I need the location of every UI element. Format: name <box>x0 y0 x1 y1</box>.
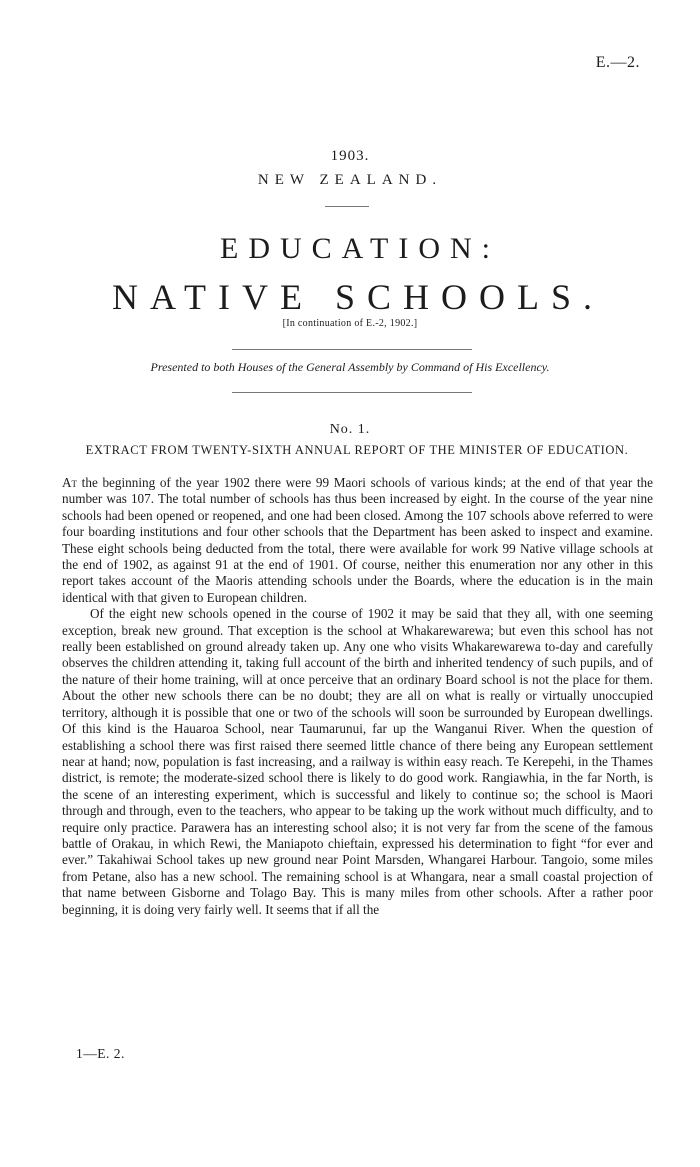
divider-lower <box>232 392 472 393</box>
drop-word: At <box>62 475 78 490</box>
continuation-note: [In continuation of E.-2, 1902.] <box>282 318 418 329</box>
section-heading: EXTRACT FROM TWENTY-SIXTH ANNUAL REPORT OF THE MINISTER OF EDUCATION. <box>85 443 629 457</box>
report-year: 1903. <box>330 148 370 164</box>
divider-short <box>325 206 369 207</box>
page-reference: E.—2. <box>595 54 640 71</box>
country-name: NEW ZEALAND. <box>257 172 443 188</box>
sheet-signature: 1—E. 2. <box>76 1046 125 1061</box>
paragraph-2: Of the eight new schools opened in the course of 1902 it may be said that they all, with one seeming exception, break new ground. That exception is the school at Whakarewarewa; but even this school has not really been established on ground already taken up. Any one who visits Whakarewarewa to-day and carefully observes the children attending it, taking full account of the birth and inherited tendency of such pupils, and of the nature of their home training, will at once perceive that an ordinary Board school is not the place for them. About the other new schools there can be no doubt; they are all on what is really or virtually unoccupied territory, although it is possible that one or two of the schools will soon be surrounded by European dwellings. Of this kind is the Hauaroa School, near Taumarunui, far up the Wanganui River. When the question of establishing a school there was first raised there seemed little chance of there being any European settlement near at hand; now, population is fast increasing, and a railway is within easy reach. Te Kerepehi, in the Thames district, is remote; the moderate-sized school there is likely to do good work. Rangiawhia, in the far North, is the scene of an interesting experiment, which is successful and likely to continue so; the school is Maori through and through, even to the teachers, who appear to be taking up the work without much difficulty, and to require only practice. Parawera has an interesting school also; it is not very far from the scene of the famous battle of Orakau, in which Rewi, the Maniapoto chieftain, expressed his determination to fight “for ever and ever.” Takahiwai School takes up new ground near Point Marsden, Whangarei Harbour. Tangoio, some miles from Petane, also has a new school. The remaining school is at Whangara, near a small coastal projection of that name between Gisborne and Tolago Bay. This is many miles from other schools. After a rather poor beginning, it is doing very fairly well. It seems that if all the <box>62 606 653 917</box>
title-education: EDUCATION: <box>220 232 500 265</box>
presented-line: Presented to both Houses of the General Assembly by Command of His Excellency. <box>150 360 550 374</box>
report-body <box>62 475 653 918</box>
paragraph-1-text: the beginning of the year 1902 there were 99 Maori schools of various kinds; at the end of that year the number was 107. The total number of schools has thus been increased by eight. In the course of the year nine schools had been opened or reopened, and one had been closed. Among the 107 schools above referred to were four boarding institutions and four other schools that the Department has been asked to inspect and examine. These eight schools being deducted from the total, there were available for work 99 Native village schools at the end of 1902, as against 91 at the end of 1901. Of course, neither this enumeration nor any other in this report takes account of the Maoris attending schools under the Boards, where the education is in the main identical with that given to European children. <box>62 475 653 605</box>
title-native-schools: NATIVE SCHOOLS. <box>111 277 604 317</box>
paragraph-1 <box>62 475 653 606</box>
section-number: No. 1. <box>329 422 371 437</box>
divider-upper <box>232 349 472 350</box>
